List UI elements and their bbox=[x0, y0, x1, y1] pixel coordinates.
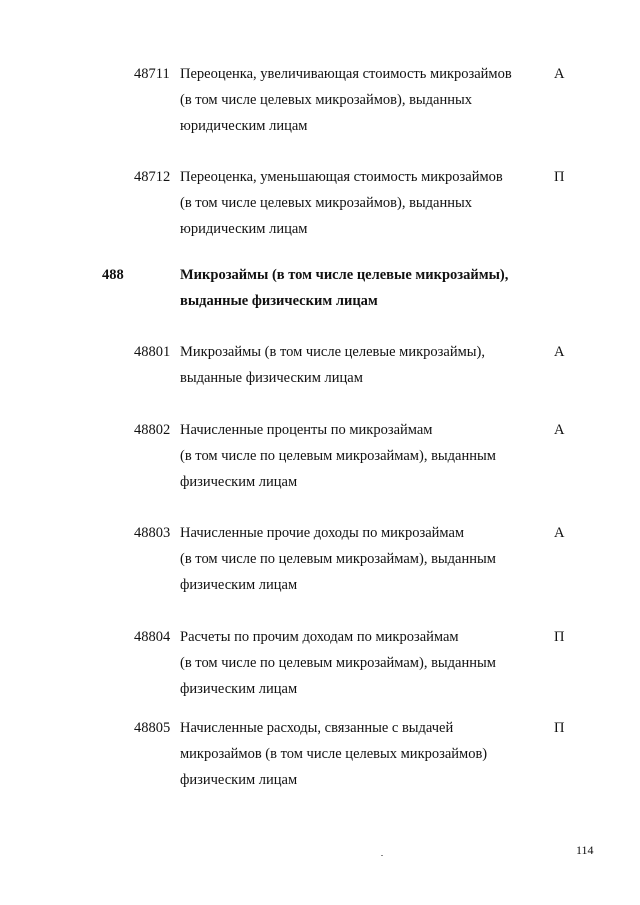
description-line: Микрозаймы (в том числе целевые микрозаймы), bbox=[180, 344, 485, 360]
description-line: Расчеты по прочим доходам по микрозаймам bbox=[180, 629, 459, 645]
description-line: (в том числе целевых микрозаймов), выданных bbox=[180, 195, 473, 211]
account-description bbox=[180, 164, 540, 242]
account-type: А bbox=[554, 422, 565, 438]
account-description bbox=[180, 624, 540, 702]
description-line: выданные физическим лицам bbox=[180, 370, 363, 386]
scan-speck bbox=[381, 855, 383, 856]
account-code: 48711 bbox=[134, 66, 170, 82]
account-type: А bbox=[554, 525, 565, 541]
account-code: 48801 bbox=[134, 344, 171, 360]
description-line: (в том числе по целевым микрозаймам), выданным bbox=[180, 655, 496, 671]
description-line: микрозаймов (в том числе целевых микрозаймов) bbox=[180, 746, 488, 762]
description-line: Переоценка, увеличивающая стоимость микрозаймов bbox=[180, 66, 512, 82]
description-line: юридическим лицам bbox=[180, 221, 308, 237]
description-line: Начисленные прочие доходы по микрозаймам bbox=[180, 525, 465, 541]
description-line: физическим лицам bbox=[180, 681, 298, 697]
section-title-line: выданные физическим лицам bbox=[180, 293, 378, 309]
account-type: А bbox=[554, 66, 565, 82]
account-code: 48805 bbox=[134, 720, 171, 736]
account-type: А bbox=[554, 344, 565, 360]
page-number: 114 bbox=[576, 843, 594, 857]
account-description bbox=[180, 715, 540, 793]
description-line: (в том числе по целевым микрозаймам), выданным bbox=[180, 551, 496, 567]
section-title-line: Микрозаймы (в том числе целевые микрозаймы), bbox=[180, 267, 509, 283]
account-description bbox=[180, 61, 540, 139]
description-line: юридическим лицам bbox=[180, 118, 308, 134]
account-type: П bbox=[554, 169, 565, 185]
description-line: физическим лицам bbox=[180, 772, 298, 788]
account-description bbox=[180, 417, 540, 495]
account-code: 48803 bbox=[134, 525, 171, 541]
description-line: Начисленные расходы, связанные с выдачей bbox=[180, 720, 454, 736]
account-code: 48802 bbox=[134, 422, 171, 438]
section-code: 488 bbox=[102, 267, 124, 283]
description-line: физическим лицам bbox=[180, 474, 298, 490]
account-description bbox=[180, 339, 540, 391]
description-line: (в том числе целевых микрозаймов), выданных bbox=[180, 92, 473, 108]
account-type: П bbox=[554, 720, 565, 736]
account-code: 48712 bbox=[134, 169, 171, 185]
description-line: физическим лицам bbox=[180, 577, 298, 593]
section-title bbox=[180, 262, 560, 314]
account-code: 48804 bbox=[134, 629, 171, 645]
description-line: Переоценка, уменьшающая стоимость микрозаймов bbox=[180, 169, 503, 185]
account-type: П bbox=[554, 629, 565, 645]
description-line: (в том числе по целевым микрозаймам), выданным bbox=[180, 448, 496, 464]
description-line: Начисленные проценты по микрозаймам bbox=[180, 422, 433, 438]
account-description bbox=[180, 520, 540, 598]
